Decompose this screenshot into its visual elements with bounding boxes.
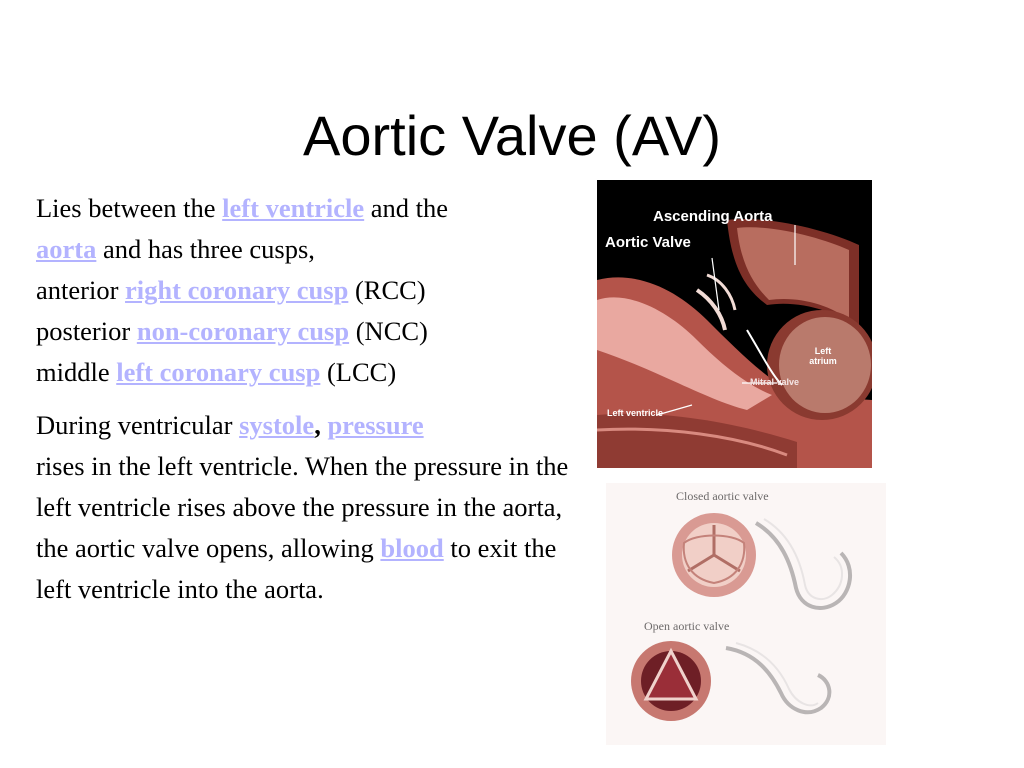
text-anterior: anterior (36, 275, 126, 305)
text-during-ventricular: During ventricular (36, 410, 240, 440)
label-left-ventricle: Left ventricle (607, 408, 664, 418)
text-ncc: (NCC) (349, 316, 428, 346)
text-and-the: and the (364, 193, 449, 223)
slide-body (36, 188, 581, 610)
valve-drawing (606, 483, 886, 745)
text-lcc: (LCC) (320, 357, 397, 387)
text-rcc: (RCC) (348, 275, 426, 305)
caption-open-valve: Open aortic valve (644, 619, 730, 633)
link-pressure[interactable]: pressure (327, 410, 424, 440)
text-three-cusps: and has three cusps, (96, 234, 315, 264)
heart-illustration (597, 180, 872, 468)
link-left-ventricle[interactable]: left ventricle (222, 193, 365, 223)
label-left-atrium: Left atrium (809, 346, 837, 366)
link-aorta[interactable]: aorta (36, 234, 97, 264)
text-posterior: posterior (36, 316, 137, 346)
link-systole[interactable]: systole (239, 410, 315, 440)
text-rises: rises in the left ventricle. When the pressure in the left ventricle rises above the pressure in the aorta, the aortic valve opens, allowing (36, 451, 569, 563)
link-non-coronary-cusp[interactable]: non-coronary cusp (136, 316, 350, 346)
link-right-coronary-cusp[interactable]: right coronary cusp (125, 275, 349, 305)
label-aortic-valve: Aortic Valve (605, 234, 691, 251)
slide-title: Aortic Valve (AV) (302, 104, 722, 167)
systole-paragraph (36, 405, 581, 610)
valve-states-illustration (606, 483, 886, 745)
link-left-coronary-cusp[interactable]: left coronary cusp (116, 357, 321, 387)
text-exit: to exit the left ventricle into the aorta. (36, 533, 557, 604)
caption-closed-valve: Closed aortic valve (676, 489, 769, 503)
link-blood[interactable]: blood (380, 533, 444, 563)
text-middle: middle (36, 357, 117, 387)
label-ascending-aorta: Ascending Aorta (653, 208, 773, 225)
text-comma: , (314, 410, 321, 440)
cusps-paragraph (36, 188, 581, 393)
label-mitral-valve: Mitral valve (750, 377, 800, 387)
text-lies-between: Lies between the (36, 193, 223, 223)
